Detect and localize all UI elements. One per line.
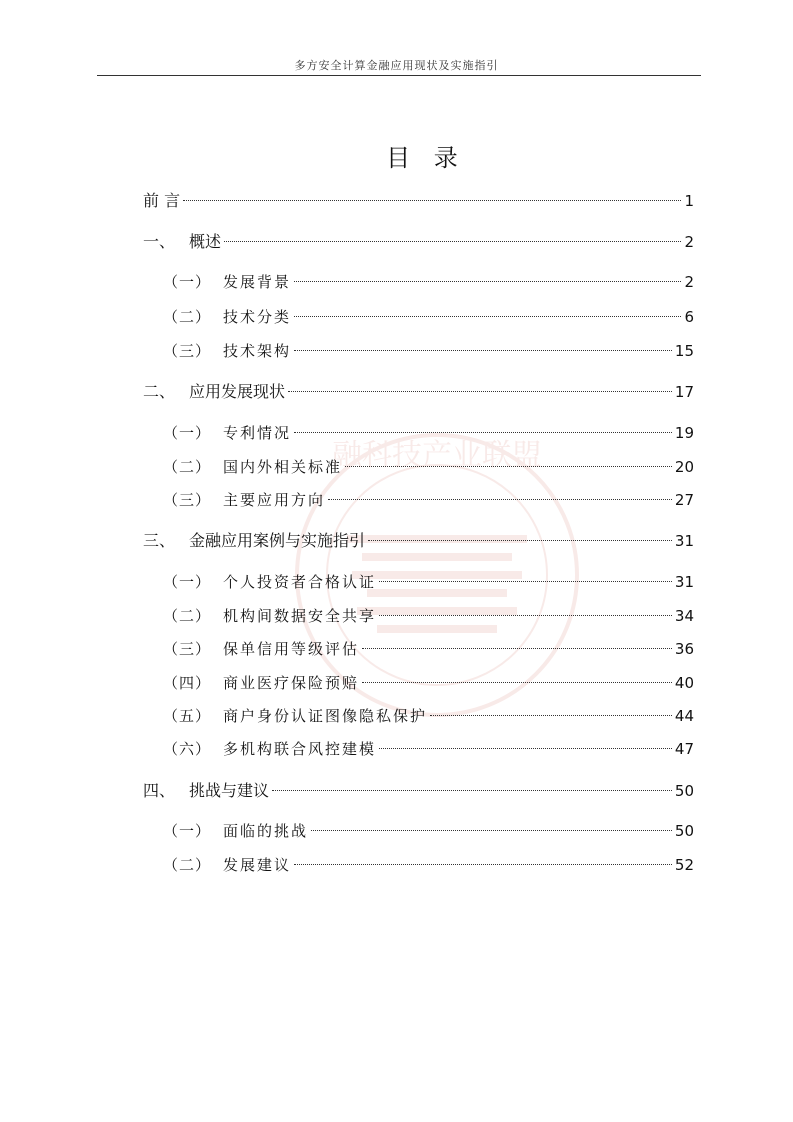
dot-leader bbox=[328, 499, 672, 500]
toc-entry-title: 面临的挑战 bbox=[223, 822, 309, 840]
toc-entry-title: 技术分类 bbox=[223, 308, 292, 326]
toc-entry[interactable] bbox=[143, 380, 694, 404]
toc-entry-page: 1 bbox=[684, 192, 694, 210]
dot-leader bbox=[368, 540, 672, 541]
toc-entry-number: （五） bbox=[163, 707, 212, 725]
toc-entry-page: 36 bbox=[674, 640, 694, 658]
toc-entry-title: 专利情况 bbox=[223, 424, 292, 442]
toc-entry-page: 47 bbox=[674, 740, 694, 758]
toc-entry[interactable] bbox=[143, 189, 694, 213]
toc-entry-title: 发展背景 bbox=[223, 273, 292, 291]
dot-leader bbox=[294, 350, 672, 351]
toc-entry[interactable] bbox=[163, 819, 694, 843]
seal-text: 融科技产业联盟 bbox=[332, 438, 542, 473]
dot-leader bbox=[379, 748, 672, 749]
toc-entry-number: 一、 bbox=[143, 232, 176, 251]
toc-entry-number: （二） bbox=[163, 308, 212, 326]
toc-entry-page: 44 bbox=[674, 707, 694, 725]
toc-entry-page: 31 bbox=[674, 532, 694, 550]
toc-entry[interactable] bbox=[143, 779, 694, 803]
toc-entry-page: 2 bbox=[684, 233, 694, 251]
toc-entry-number: （一） bbox=[163, 573, 212, 591]
toc-entry-title: 商业医疗保险预赔 bbox=[223, 674, 360, 692]
toc-entry[interactable] bbox=[163, 305, 694, 329]
toc-entry[interactable] bbox=[163, 671, 694, 695]
toc-entry-title: 应用发展现状 bbox=[189, 382, 286, 401]
toc-entry-title: 商户身份认证图像隐私保护 bbox=[223, 707, 428, 725]
toc-entry-title: 金融应用案例与实施指引 bbox=[189, 531, 366, 550]
toc-entry-number: （二） bbox=[163, 607, 212, 625]
dot-leader bbox=[311, 830, 672, 831]
dot-leader bbox=[362, 682, 672, 683]
toc-entry[interactable] bbox=[163, 488, 694, 512]
toc-entry-title: 国内外相关标准 bbox=[223, 458, 343, 476]
toc-entry[interactable] bbox=[163, 737, 694, 761]
toc-entry-page: 50 bbox=[674, 822, 694, 840]
dot-leader bbox=[430, 715, 672, 716]
toc-entry-number: （二） bbox=[163, 856, 212, 874]
toc-entry-page: 50 bbox=[674, 782, 694, 800]
toc-entry-title: 前 言 bbox=[143, 191, 181, 210]
toc-entry-page: 2 bbox=[684, 273, 694, 291]
dot-leader bbox=[272, 790, 672, 791]
toc-entry[interactable] bbox=[163, 604, 694, 628]
toc-entry-page: 40 bbox=[674, 674, 694, 692]
toc-entry-title: 主要应用方向 bbox=[223, 491, 326, 509]
toc-entry-title: 保单信用等级评估 bbox=[223, 640, 360, 658]
toc-entry-title: 多机构联合风控建模 bbox=[223, 740, 377, 758]
toc-entry[interactable] bbox=[143, 529, 694, 553]
toc-entry-number: （二） bbox=[163, 458, 212, 476]
dot-leader bbox=[294, 432, 672, 433]
toc-entry-number: （三） bbox=[163, 491, 212, 509]
toc-entry-number: （一） bbox=[163, 424, 212, 442]
toc-entry[interactable] bbox=[163, 270, 694, 294]
toc-entry[interactable] bbox=[163, 637, 694, 661]
toc-entry-number: （一） bbox=[163, 273, 212, 291]
dot-leader bbox=[224, 241, 681, 242]
dot-leader bbox=[294, 864, 672, 865]
toc-entry-page: 34 bbox=[674, 607, 694, 625]
dot-leader bbox=[379, 581, 672, 582]
toc-entry-title: 机构间数据安全共享 bbox=[223, 607, 377, 625]
toc-entry-page: 6 bbox=[684, 308, 694, 326]
toc-entry-number: （一） bbox=[163, 822, 212, 840]
dot-leader bbox=[288, 391, 672, 392]
toc-entry-page: 15 bbox=[674, 342, 694, 360]
toc-entry-number: （三） bbox=[163, 342, 212, 360]
running-header: 多方安全计算金融应用现状及实施指引 bbox=[294, 59, 499, 72]
dot-leader bbox=[294, 316, 681, 317]
toc-entry-page: 19 bbox=[674, 424, 694, 442]
toc-entry-number: （三） bbox=[163, 640, 212, 658]
toc-entry-number: （四） bbox=[163, 674, 212, 692]
toc-entry[interactable] bbox=[163, 421, 694, 445]
toc-entry[interactable] bbox=[163, 339, 694, 363]
toc-entry-number: 三、 bbox=[143, 531, 176, 550]
toc-entry-page: 20 bbox=[674, 458, 694, 476]
toc-entry[interactable] bbox=[163, 455, 694, 479]
toc-entry[interactable] bbox=[163, 570, 694, 594]
toc-entry-page: 52 bbox=[674, 856, 694, 874]
toc-entry-title: 技术架构 bbox=[223, 342, 292, 360]
toc-entry-title: 个人投资者合格认证 bbox=[223, 573, 377, 591]
toc-entry-page: 27 bbox=[674, 491, 694, 509]
dot-leader bbox=[379, 615, 672, 616]
toc-entry[interactable] bbox=[163, 853, 694, 877]
dot-leader bbox=[183, 200, 681, 201]
dot-leader bbox=[345, 466, 672, 467]
toc-entry-title: 发展建议 bbox=[223, 856, 292, 874]
toc-entry[interactable] bbox=[163, 704, 694, 728]
toc-entry-page: 31 bbox=[674, 573, 694, 591]
toc-entry-title: 概述 bbox=[189, 232, 222, 251]
toc-entry-title: 挑战与建议 bbox=[189, 781, 270, 800]
toc-title: 目 录 bbox=[386, 144, 466, 172]
dot-leader bbox=[294, 281, 681, 282]
toc-entry[interactable] bbox=[143, 230, 694, 254]
toc-entry-page: 17 bbox=[674, 383, 694, 401]
dot-leader bbox=[362, 648, 672, 649]
toc-entry-number: 二、 bbox=[143, 382, 176, 401]
toc-entry-number: 四、 bbox=[143, 781, 176, 800]
toc-entry-number: （六） bbox=[163, 740, 212, 758]
